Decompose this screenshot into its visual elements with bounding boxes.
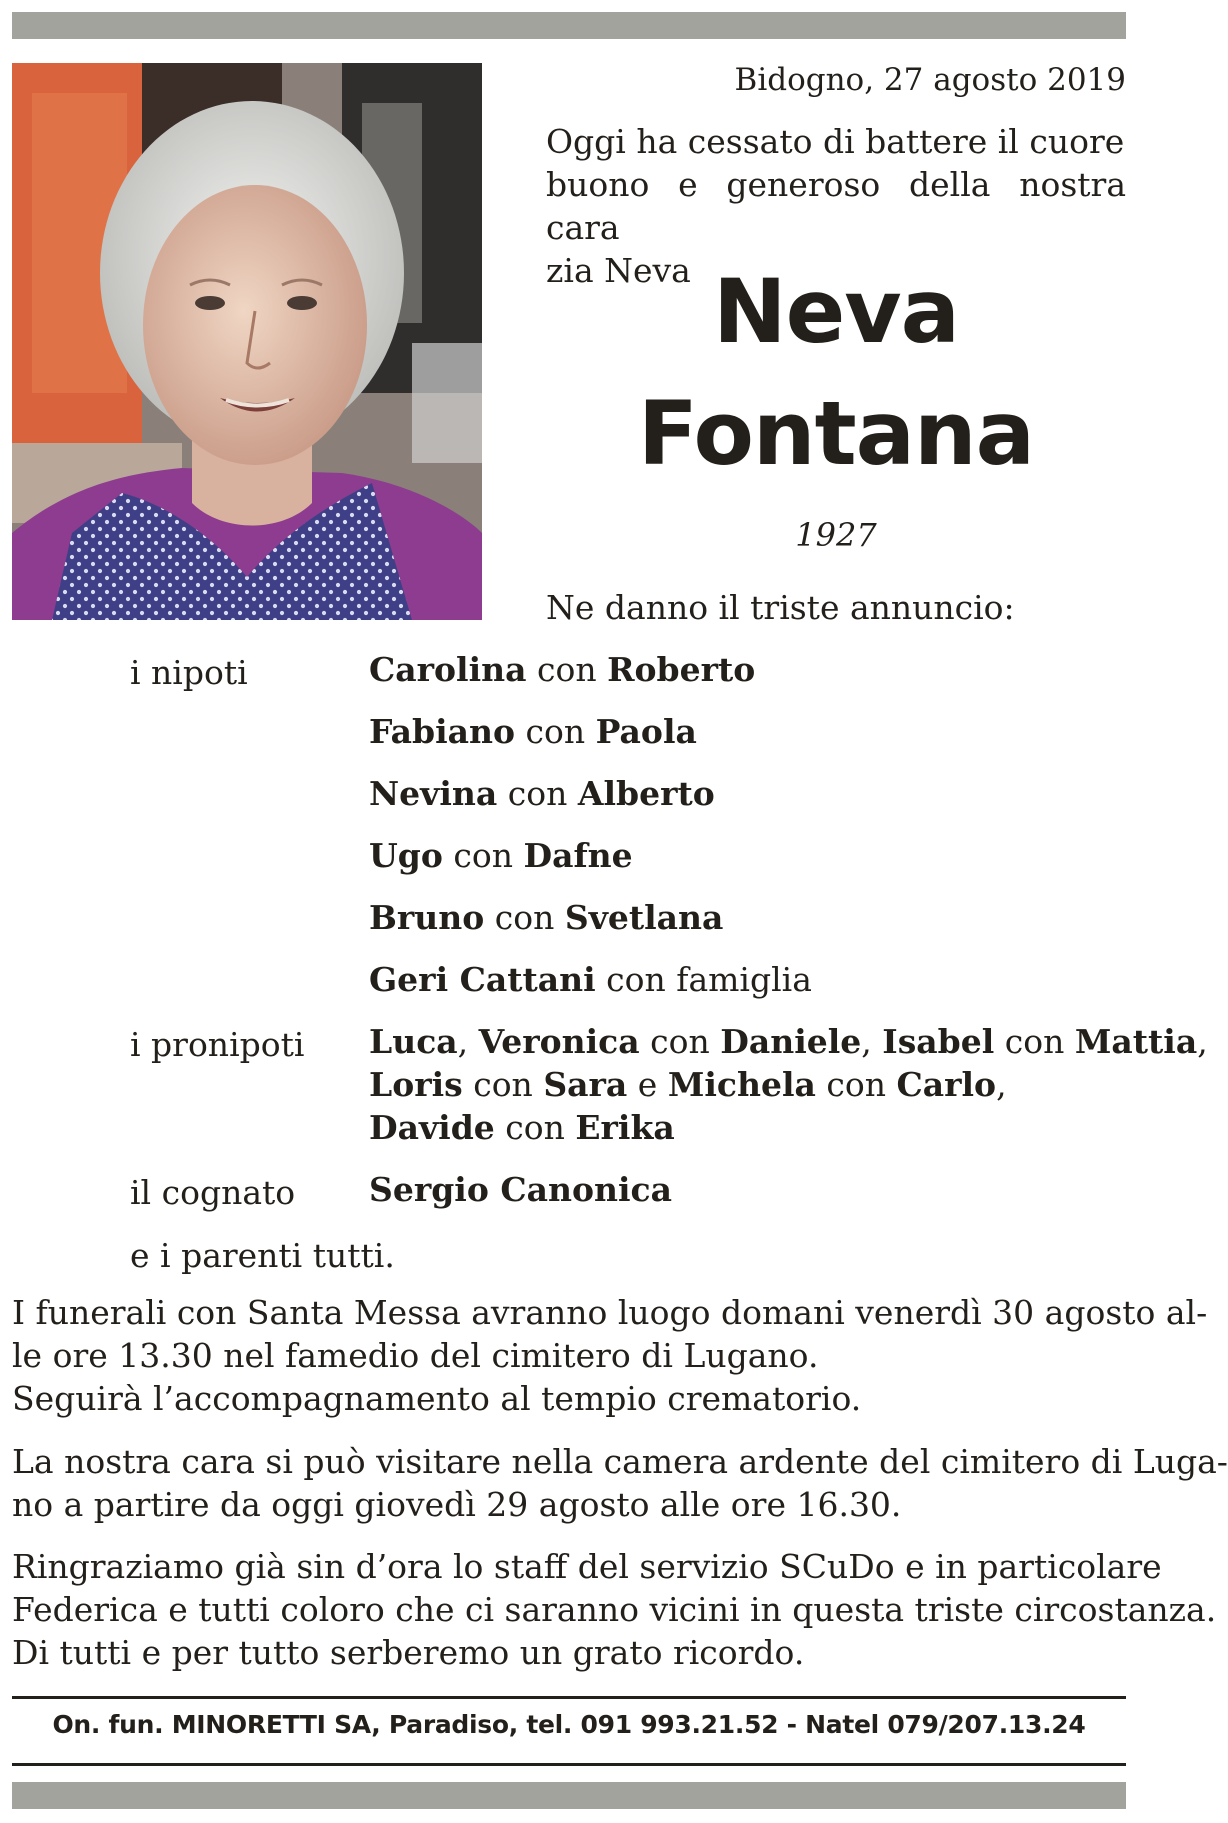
bottom-decorative-bar — [12, 1782, 1126, 1809]
nipote-entry — [369, 834, 633, 877]
pronipoti-line — [369, 1063, 1007, 1106]
paragraph-line: no a partire da oggi giovedì 29 agosto alle ore 16.30. — [12, 1485, 902, 1524]
connector: , — [996, 1065, 1007, 1104]
nipote-name: Carolina — [369, 650, 527, 689]
paragraph-line: le ore 13.30 nel famedio del cimitero di Lugano. — [12, 1336, 819, 1375]
nipote-name: Ugo — [369, 836, 443, 875]
pronipote-name: Davide — [369, 1108, 495, 1147]
nipote-name: Nevina — [369, 774, 498, 813]
intro-line: Oggi ha cessato di battere il cuore — [546, 122, 1125, 161]
nipote-entry — [369, 772, 715, 815]
cognato-label: il cognato — [130, 1173, 296, 1212]
visit-paragraph — [12, 1440, 1228, 1526]
closing-line: e i parenti tutti. — [130, 1236, 395, 1275]
intro-line: zia Neva — [546, 251, 691, 290]
place-date: Bidogno, 27 agosto 2019 — [734, 62, 1126, 98]
cognato-name — [369, 1168, 672, 1211]
partner-name: Paola — [595, 712, 697, 751]
connector: con — [639, 1022, 721, 1061]
partner-name: Dafne — [523, 836, 633, 875]
connector: , — [861, 1022, 883, 1061]
connector: con — [453, 836, 513, 875]
thanks-paragraph — [12, 1545, 1217, 1674]
nipote-name: Bruno — [369, 898, 485, 937]
nipote-entry — [369, 896, 723, 939]
nipote-entry — [369, 648, 755, 691]
pronipote-name: Erika — [575, 1108, 675, 1147]
pronipote-name: Daniele — [720, 1022, 862, 1061]
nipote-entry — [369, 710, 697, 753]
connector: e — [627, 1065, 668, 1104]
deceased-first-name: Neva — [712, 260, 960, 363]
connector: con — [494, 1108, 576, 1147]
connector: con — [994, 1022, 1075, 1061]
pronipote-name: Carlo — [896, 1065, 997, 1104]
partner-name: Svetlana — [564, 898, 724, 937]
paragraph-line: La nostra cara si può visitare nella camera ardente del cimitero di Luga- — [12, 1442, 1228, 1481]
pronipote-name: Sara — [543, 1065, 628, 1104]
paragraph-line: I funerali con Santa Messa avranno luogo domani venerdì 30 agosto al- — [12, 1293, 1208, 1332]
pronipoti-line — [369, 1020, 1208, 1063]
footer-rule-bottom — [12, 1763, 1126, 1766]
pronipote-name: Michela — [667, 1065, 816, 1104]
deceased-last-name: Fontana — [637, 382, 1035, 485]
intro-line: buono e generoso della nostra cara — [546, 165, 1126, 247]
connector: con — [537, 650, 597, 689]
connector: con — [815, 1065, 897, 1104]
pronipote-name: Mattia — [1074, 1022, 1198, 1061]
nipote-name: Geri Cattani — [369, 960, 596, 999]
connector: con — [494, 898, 555, 937]
partner-name: Roberto — [607, 650, 756, 689]
nipote-name: Fabiano — [369, 712, 516, 751]
connector: , — [457, 1022, 479, 1061]
funeral-paragraph — [12, 1291, 1208, 1420]
top-decorative-bar — [12, 12, 1126, 39]
connector: , — [1197, 1022, 1208, 1061]
nipoti-label: i nipoti — [130, 653, 248, 692]
pronipote-name: Isabel — [882, 1022, 995, 1061]
pronipote-name: Loris — [369, 1065, 463, 1104]
paragraph-line: Federica e tutti coloro che ci saranno vicini in questa triste circostanza. — [12, 1590, 1217, 1629]
paragraph-line: Seguirà l’accompagnamento al tempio crematorio. — [12, 1379, 862, 1418]
connector: con — [507, 774, 568, 813]
birth-year: 1927 — [795, 516, 877, 554]
paragraph-line: Ringraziamo già sin d’ora lo staff del servizio SCuDo e in particolare — [12, 1547, 1162, 1586]
cognato-name-text: Sergio Canonica — [369, 1170, 672, 1209]
connector: con — [525, 712, 586, 751]
announcement-line: Ne danno il triste annuncio: — [546, 588, 1015, 627]
footer-rule-top — [12, 1696, 1126, 1699]
pronipote-name: Luca — [369, 1022, 458, 1061]
paragraph-line: Di tutti e per tutto serberemo un grato ricordo. — [12, 1633, 805, 1672]
connector: con famiglia — [606, 960, 812, 999]
portrait-photo — [12, 63, 482, 620]
nipote-entry — [369, 958, 812, 1001]
connector: con — [462, 1065, 544, 1104]
pronipoti-label: i pronipoti — [130, 1025, 305, 1064]
funeral-home-footer: On. fun. MINORETTI SA, Paradiso, tel. 091 993.21.52 - Natel 079/207.13.24 — [52, 1710, 1086, 1739]
pronipote-name: Veronica — [478, 1022, 640, 1061]
partner-name: Alberto — [577, 774, 715, 813]
pronipoti-line — [369, 1106, 675, 1149]
